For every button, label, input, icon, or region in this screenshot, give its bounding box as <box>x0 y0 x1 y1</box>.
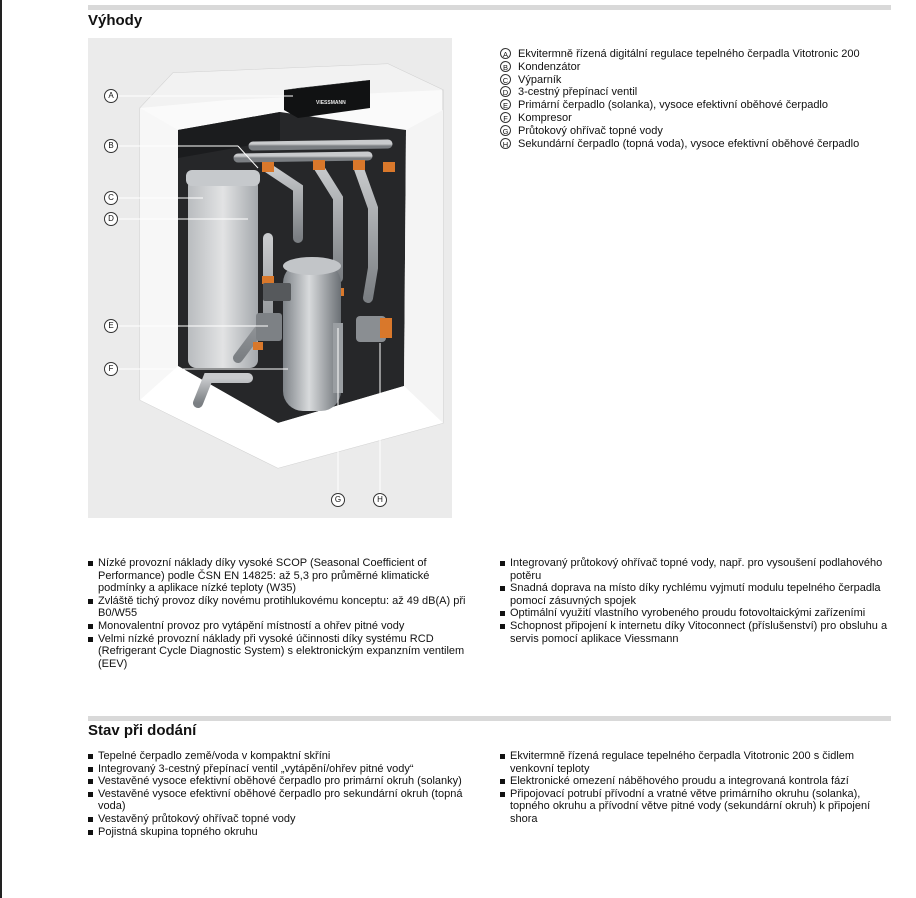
list-item: Tepelné čerpadlo země/voda v kompaktní skříni <box>88 750 483 763</box>
list-item: Integrovaný průtokový ohřívač topné vody, např. pro vysoušení podlahového potěru <box>500 557 900 582</box>
callout-e: E <box>104 319 118 333</box>
list-item: Vestavěné vysoce efektivní oběhové čerpadlo pro sekundární okruh (topná voda) <box>88 788 483 813</box>
list-item: Velmi nízké provozní náklady při vysoké účinnosti díky systému RCD (Refrigerant Cycle Diagnostic System) s elektronickým expanzním ventilem (EEV) <box>88 633 480 671</box>
delivery-list-left <box>88 750 483 838</box>
list-item: Monovalentní provoz pro vytápění místností a ohřev pitné vody <box>88 620 480 633</box>
callout-c: C <box>104 191 118 205</box>
section-bar-stav <box>88 716 891 721</box>
legend-item-b: B Kondenzátor <box>500 61 900 74</box>
legend-item-g: G Průtokový ohřívač topné vody <box>500 125 900 138</box>
list-item: Ekvitermně řízená regulace tepelného čerpadla Vitotronic 200 s čidlem venkovní teploty <box>500 750 895 775</box>
list-item: Elektronické omezení náběhového proudu a integrovaná kontrola fází <box>500 775 895 788</box>
callout-f: F <box>104 362 118 376</box>
heat-pump-photo <box>88 38 452 518</box>
benefits-list-right <box>500 557 900 645</box>
section-title-vyhody: Výhody <box>88 12 143 29</box>
legend-item-a: A Ekvitermně řízená digitální regulace tepelného čerpadla Vitotronic 200 <box>500 48 900 61</box>
list-item: Schopnost připojení k internetu díky Vitoconnect (příslušenství) pro obsluhu a servis pomocí aplikace Viessmann <box>500 620 900 645</box>
list-item: Pojistná skupina topného okruhu <box>88 826 483 839</box>
callout-b: B <box>104 139 118 153</box>
component-legend <box>500 48 900 150</box>
list-item: Vestavěný průtokový ohřívač topné vody <box>88 813 483 826</box>
section-bar-vyhody <box>88 5 891 10</box>
list-item: Optimální využití vlastního vyrobeného proudu fotovoltaickými zařízeními <box>500 607 900 620</box>
list-item: Zvláště tichý provoz díky novému protihlukovému konceptu: až 49 dB(A) při B0/W55 <box>88 595 480 620</box>
list-item: Integrovaný 3-cestný přepínací ventil „vytápění/ohřev pitné vody“ <box>88 763 483 776</box>
legend-item-h: H Sekundární čerpadlo (topná voda), vysoce efektivní oběhové čerpadlo <box>500 138 900 151</box>
section-title-stav: Stav při dodání <box>88 722 197 739</box>
callout-d: D <box>104 212 118 226</box>
legend-item-d: D 3-cestný přepínací ventil <box>500 86 900 99</box>
list-item: Vestavěné vysoce efektivní oběhové čerpadlo pro primární okruh (solanky) <box>88 775 483 788</box>
controller-brand-label: VIESSMANN <box>316 100 346 106</box>
callout-g: G <box>331 493 345 507</box>
page-margin-rule <box>0 0 2 898</box>
list-item: Snadná doprava na místo díky rychlému vyjmutí modulu tepelného čerpadla pomocí zásuvných spojek <box>500 582 900 607</box>
list-item: Nízké provozní náklady díky vysoké SCOP (Seasonal Coefficient of Performance) podle ČSN EN 14825: až 5,3 pro průměrné klimatické podmínky a aplikace nízké teploty (W35) <box>88 557 480 595</box>
callout-h: H <box>373 493 387 507</box>
legend-item-e: E Primární čerpadlo (solanka), vysoce efektivní oběhové čerpadlo <box>500 99 900 112</box>
legend-item-c: C Výparník <box>500 74 900 87</box>
benefits-list-left <box>88 557 480 670</box>
delivery-list-right <box>500 750 895 826</box>
callout-a: A <box>104 89 118 103</box>
list-item: Připojovací potrubí přívodní a vratné větve primárního okruhu (solanka), topného okruhu a přívodní větve pitné vody (sekundární okruh) k připojení shora <box>500 788 895 826</box>
legend-item-f: F Kompresor <box>500 112 900 125</box>
